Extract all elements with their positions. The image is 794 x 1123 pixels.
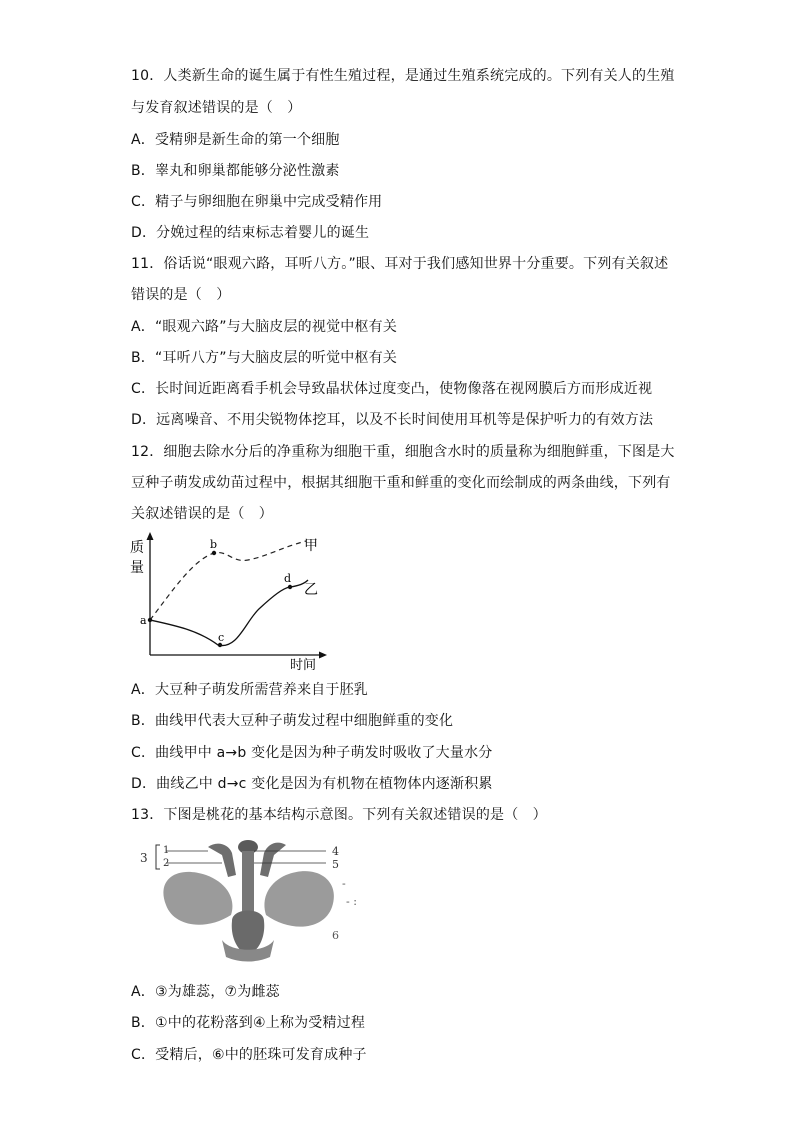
- q11-option-c: C．长时间近距离看手机会导致晶状体过度变凸，使物像落在视网膜后方而形成近视: [131, 381, 653, 397]
- flower-label-6: 6: [332, 929, 339, 942]
- q12-option-c: C．曲线甲中 a→b 变化是因为种子萌发时吸收了大量水分: [131, 745, 493, 761]
- q10-option-d: D．分娩过程的结束标志着婴儿的诞生: [131, 225, 370, 241]
- flower-ovary: [232, 911, 265, 956]
- point-b-dot: [212, 551, 216, 555]
- q10-option-a: A．受精卵是新生命的第一个细胞: [131, 132, 340, 148]
- curve-jia: [150, 541, 306, 620]
- q11-stem-line1: 11．俗话说“眼观六路，耳听八方。”眼、耳对于我们感知世界十分重要。下列有关叙述: [131, 256, 669, 272]
- graph-ylabel-1: 质: [130, 540, 144, 556]
- q12-option-d: D．曲线乙中 d→c 变化是因为有机物在植物体内逐渐积累: [131, 776, 493, 792]
- flower-left-petal: [163, 872, 232, 925]
- q10-stem-line1: 10．人类新生命的诞生属于有性生殖过程，是通过生殖系统完成的。下列有关人的生殖: [131, 68, 675, 84]
- q13-option-b: B．①中的花粉落到④上称为受精过程: [131, 1015, 366, 1031]
- q10-option-c: C．精子与卵细胞在卵巢中完成受精作用: [131, 194, 383, 210]
- curve-jia-label: 甲: [304, 538, 318, 554]
- graph-xlabel: 时间: [290, 658, 317, 672]
- flower-label-1: 1: [163, 845, 170, 856]
- point-d-dot: [288, 585, 292, 589]
- label-bracket: [156, 845, 160, 869]
- q13-option-a: A．③为雄蕊，⑦为雌蕊: [131, 984, 280, 1000]
- point-b-label: b: [210, 538, 218, 551]
- q12-stem-line1: 12．细胞去除水分后的净重称为细胞干重，细胞含水时的质量称为细胞鲜重，下图是大: [131, 444, 675, 460]
- q13-option-c: C．受精后，⑥中的胚珠可发育成种子: [131, 1047, 367, 1063]
- flower-label-2: 2: [163, 858, 170, 869]
- flower-label-5: 5: [332, 858, 339, 871]
- flower-mark-dash: -: [342, 877, 346, 890]
- graph-y-arrow: [147, 532, 154, 540]
- flower-mark-dots: - :: [346, 895, 357, 908]
- point-a-dot: [148, 618, 152, 622]
- q12-mass-time-graph: [128, 530, 333, 672]
- flower-label-3: 3: [140, 851, 148, 865]
- q11-option-a: A．“眼观六路”与大脑皮层的视觉中枢有关: [131, 319, 398, 335]
- q10-option-b: B．睾丸和卵巢都能够分泌性激素: [131, 163, 340, 179]
- q12-option-b: B．曲线甲代表大豆种子萌发过程中细胞鲜重的变化: [131, 713, 454, 729]
- q11-option-b: B．“耳听八方”与大脑皮层的听觉中枢有关: [131, 350, 398, 366]
- flower-right-petal: [264, 871, 333, 927]
- q12-option-a: A．大豆种子萌发所需营养来自于胚乳: [131, 682, 368, 698]
- curve-yi-label: 乙: [304, 582, 318, 598]
- graph-x-arrow: [319, 652, 327, 659]
- flower-label-4: 4: [332, 845, 339, 858]
- q13-stem: 13．下图是桃花的基本结构示意图。下列有关叙述错误的是（ ）: [131, 807, 547, 823]
- q11-stem-line2: 错误的是（ ）: [131, 287, 231, 303]
- q13-peach-flower-diagram: [136, 835, 376, 965]
- q11-option-d: D．远离噪音、不用尖锐物体挖耳，以及不长时间使用耳机等是保护听力的有效方法: [131, 412, 654, 428]
- graph-ylabel-2: 量: [130, 560, 144, 576]
- point-d-label: d: [284, 572, 292, 585]
- point-a-label: a: [140, 614, 147, 627]
- q12-stem-line3: 关叙述错误的是（ ）: [131, 506, 273, 522]
- q12-stem-line2: 豆种子萌发成幼苗过程中，根据其细胞干重和鲜重的变化而绘制成的两条曲线，下列有: [131, 475, 671, 491]
- point-c-label: c: [218, 631, 225, 644]
- q10-stem-line2: 与发育叙述错误的是（ ）: [131, 100, 302, 116]
